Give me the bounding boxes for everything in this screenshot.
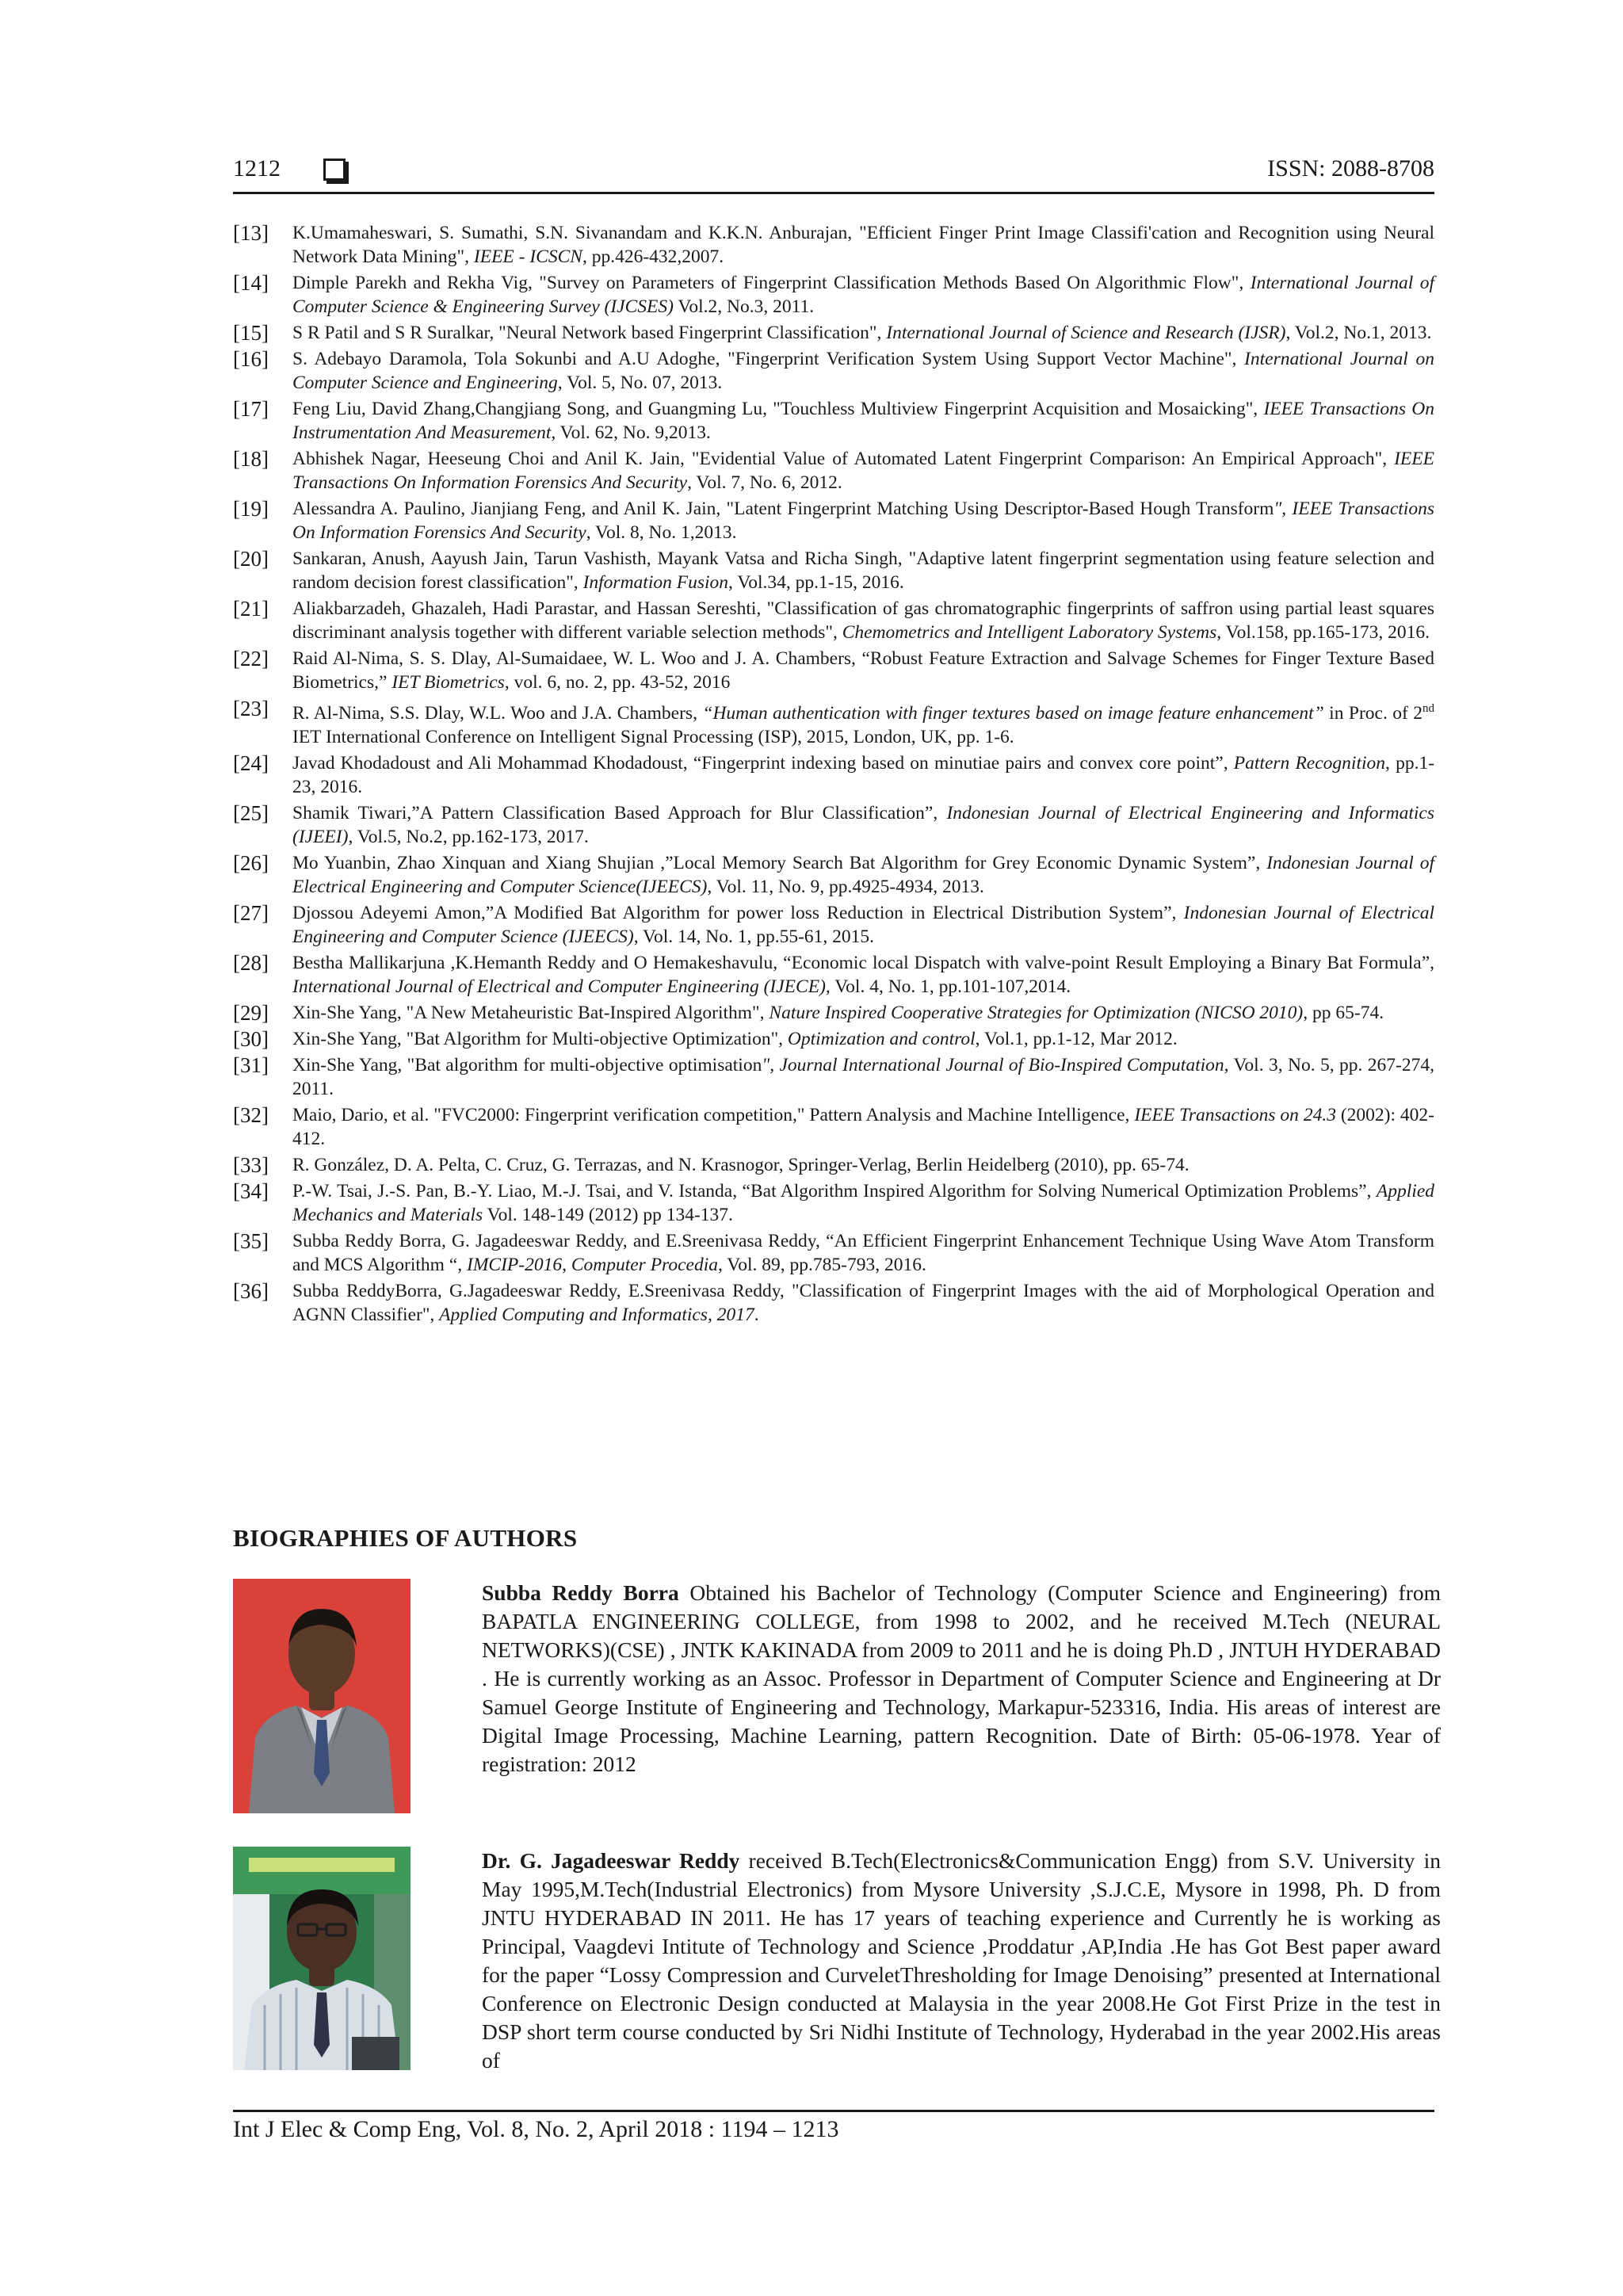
- reference-source: Nature Inspired Cooperative Strategies for Optimization (NICSO 2010): [769, 1002, 1304, 1023]
- reference-segment: , vol. 6, no. 2, pp. 43-52, 2016: [504, 672, 731, 693]
- reference-segment: Alessandra A. Paulino, Jianjiang Feng, and Anil K. Jain, "Latent Fingerprint Matching Using Descriptor-Based Hough Transform: [292, 499, 1274, 519]
- reference-number: [35]: [233, 1228, 269, 1253]
- reference-source: Optimization and control: [787, 1028, 976, 1049]
- reference-number: [23]: [233, 697, 269, 720]
- reference-item: [233, 697, 1434, 749]
- reference-number: [22]: [233, 647, 269, 670]
- author-description-1: Obtained his Bachelor of Technology (Computer Science and Engineering) from BAPATLA ENGINEERING COLLEGE, from 1998 to 2002, and he received M.Tech (NEURAL NETWORKS)(CSE) , JNTK KAKINADA from 2009 to 2011 and he is doing Ph.D , JNTUH HYDERABAD . He is currently working as an Assoc. Professor in Department of Computer Science and Engineering at Dr Samuel George Institute of Engineering and Technology, Markapur-523316, India. His areas of interest are Digital Image Processing, Machine Learning, pattern Recognition. Date of Birth: 05-06-1978. Year of registration: 2012: [482, 1580, 1441, 1776]
- author-name-1: Subba Reddy Borra: [482, 1580, 679, 1605]
- header-rule: [233, 192, 1434, 194]
- reference-text: [292, 597, 1434, 644]
- reference-text: [292, 221, 1434, 269]
- author-description-2: received B.Tech(Electronics&Communication Engg) from S.V. University in May 1995,M.Tech(Industrial Electronics) from Mysore University ,S.J.C.E, Mysore in 1998, Ph. D from JNTU HYDERABAD IN 2011. He has 17 years of teaching experience and Currently he is working as Principal, Vaagdevi Intitute of Technology and Science ,Proddatur ,AP,India .He has Got Best paper award for the paper “Lossy Compression and CurveletThresholding for Image Denoising” presented at International Conference on Electronic Design conducted at Malaysia in the year 2008.He Got First Prize in the test in DSP short term course conducted by Sri Nidhi Institute of Technology, Hyderabad in the year 2002.His areas of: [482, 1848, 1442, 2073]
- reference-source: IMCIP-2016, Computer Procedia: [467, 1254, 718, 1275]
- reference-segment: Javad Khodadoust and Ali Mohammad Khodadoust, “Fingerprint indexing based on minutiae pairs and convex core point”,: [292, 752, 1234, 774]
- reference-number: [15]: [233, 321, 269, 345]
- reference-source: Chemometrics and Intelligent Laboratory Systems: [842, 622, 1217, 643]
- reference-item: [233, 447, 1434, 495]
- reference-source: IET Biometrics: [391, 672, 505, 693]
- reference-number: [27]: [233, 900, 269, 925]
- reference-source: International Journal of Science and Research (IJSR): [886, 323, 1286, 343]
- reference-source: ", IEEE Transactions On Information Forensics And Security: [292, 499, 1434, 543]
- reference-segment: R. González, D. A. Pelta, C. Cruz, G. Terrazas, and N. Krasnogor, Springer-Verlag, Berlin Heidelberg (2010), pp. 65-74.: [292, 1154, 1190, 1175]
- reference-source: Indonesian Journal of Electrical Engineering and Computer Science (IJEECS): [292, 902, 1434, 947]
- reference-number: [34]: [233, 1179, 269, 1203]
- reference-text: [292, 1053, 1434, 1101]
- reference-segment: (2002): 402-412.: [292, 1104, 1434, 1149]
- reference-list: [233, 221, 1434, 1329]
- reference-segment: Feng Liu, David Zhang,Changjiang Song, and Guangming Lu, "Touchless Multiview Fingerprint Acquisition and Mosaicking",: [292, 399, 1264, 419]
- reference-number: [32]: [233, 1102, 269, 1127]
- reference-text: [292, 1103, 1434, 1151]
- reference-segment: , Vol.34, pp.1-15, 2016.: [728, 572, 904, 593]
- reference-segment: in Proc. of 2: [1323, 702, 1423, 724]
- reference-item: [233, 901, 1434, 949]
- reference-segment: , Vol. 3, No. 5, pp. 267-274, 2011.: [292, 1054, 1434, 1099]
- reference-segment: , Vol.158, pp.165-173, 2016.: [1216, 622, 1430, 643]
- reference-item: [233, 547, 1434, 594]
- reference-number: [33]: [233, 1152, 269, 1177]
- reference-source: International Journal of Electrical and Computer Engineering (IJECE),: [292, 976, 831, 997]
- reference-segment: Vol. 4, No. 1, pp.101-107,2014.: [830, 976, 1071, 997]
- author-bio-text-1: [482, 1579, 1441, 1778]
- reference-segment: , pp 65-74.: [1303, 1002, 1384, 1023]
- reference-item: [233, 497, 1434, 544]
- issn-label: ISSN: 2088-8708: [1267, 155, 1434, 181]
- reference-segment: Bestha Mallikarjuna ,K.Hemanth Reddy and O Hemakeshavulu, “Economic local Dispatch with valve-point Result Employing a Binary Bat Formula”,: [292, 952, 1434, 973]
- reference-segment: , Vol. 8, No. 1,2013.: [586, 522, 737, 543]
- reference-item: [233, 1053, 1434, 1101]
- reference-item: [233, 801, 1434, 849]
- reference-item: [233, 1179, 1434, 1227]
- reference-text: [292, 547, 1434, 594]
- reference-text: [292, 647, 1434, 694]
- reference-segment: Raid Al-Nima, S. S. Dlay, Al-Sumaidaee, W. L. Woo and J. A. Chambers, “Robust Feature Extraction and Salvage Schemes for Finger Texture Based Biometrics,”: [292, 648, 1434, 693]
- reference-item: [233, 1279, 1434, 1327]
- reference-segment: Dimple Parekh and Rekha Vig, "Survey on Parameters of Fingerprint Classification Methods Based On Algorithmic Flow",: [292, 273, 1251, 293]
- reference-segment: Mo Yuanbin, Zhao Xinquan and Xiang Shujian ,”Local Memory Search Bat Algorithm for Grey Economic Dynamic System”,: [292, 852, 1267, 873]
- reference-item: [233, 951, 1434, 999]
- reference-item: [233, 221, 1434, 269]
- reference-number: [36]: [233, 1278, 269, 1303]
- reference-item: [233, 1001, 1434, 1025]
- reference-segment: Xin-She Yang, "Bat Algorithm for Multi-objective Optimization",: [292, 1028, 788, 1049]
- reference-segment: Subba Reddy Borra, G. Jagadeeswar Reddy, and E.Sreenivasa Reddy, “An Efficient Fingerprint Enhancement Technique Using Wave Atom Transform and MCS Algorithm “,: [292, 1230, 1434, 1275]
- reference-segment: R. Al-Nima, S.S. Dlay, W.L. Woo and J.A. Chambers,: [292, 702, 703, 724]
- reference-number: [16]: [233, 347, 269, 371]
- reference-segment: , Vol.5, No.2, pp.162-173, 2017.: [348, 826, 589, 847]
- reference-source: International Journal of Computer Science & Engineering Survey (IJCSES): [292, 273, 1435, 317]
- reference-source: ", Journal International Journal of Bio-Inspired Computation: [762, 1054, 1224, 1075]
- reference-number: [24]: [233, 751, 269, 775]
- reference-text: [292, 1001, 1434, 1025]
- reference-text: [292, 321, 1434, 345]
- author-bio-2: [233, 1847, 1447, 2084]
- reference-text: [292, 1027, 1434, 1051]
- reference-source: Indonesian Journal of Electrical Engineering and Informatics (IJEEI): [292, 802, 1434, 847]
- reference-text: [292, 497, 1434, 544]
- reference-item: [233, 597, 1434, 644]
- reference-segment: Aliakbarzadeh, Ghazaleh, Hadi Parastar, and Hassan Sereshti, "Classification of gas chromatographic fingerprints of saffron using partial least squares discriminant analysis together with different variable selection methods",: [292, 598, 1434, 643]
- author-portrait-1: [233, 1579, 411, 1813]
- reference-text: [292, 447, 1434, 495]
- reference-text: [292, 697, 1434, 749]
- reference-number: [31]: [233, 1052, 269, 1077]
- reference-item: [233, 1027, 1434, 1051]
- reference-segment: Djossou Adeyemi Amon,”A Modified Bat Algorithm for power loss Reduction in Electrical Distribution System”,: [292, 902, 1184, 923]
- author-name-2: Dr. G. Jagadeeswar Reddy: [482, 1848, 740, 1873]
- reference-item: [233, 647, 1434, 694]
- reference-source: Applied Computing and Informatics, 2017: [439, 1304, 754, 1325]
- reference-item: [233, 397, 1434, 445]
- reference-item: [233, 751, 1434, 799]
- reference-number: [29]: [233, 1000, 269, 1025]
- reference-segment: , Vol. 89, pp.785-793, 2016.: [717, 1254, 926, 1275]
- reference-segment: Sankaran, Anush, Aayush Jain, Tarun Vashisth, Mayank Vatsa and Richa Singh, "Adaptive latent fingerprint segmentation using feature selection and random decision forest classification",: [292, 548, 1434, 593]
- reference-segment: S R Patil and S R Suralkar, "Neural Network based Fingerprint Classification",: [292, 323, 887, 343]
- reference-segment: , pp.426-432,2007.: [582, 246, 724, 267]
- reference-source: Applied Mechanics and Materials: [292, 1180, 1434, 1225]
- reference-source: IEEE Transactions On Instrumentation And Measurement: [292, 399, 1435, 443]
- reference-text: [292, 271, 1434, 319]
- reference-text: [292, 851, 1434, 899]
- page-number: 1212: [233, 155, 281, 181]
- reference-number: [26]: [233, 850, 269, 875]
- reference-segment: Vol.2, No.3, 2011.: [673, 296, 815, 317]
- reference-segment: Xin-She Yang, "A New Metaheuristic Bat-Inspired Algorithm",: [292, 1002, 769, 1023]
- reference-item: [233, 1153, 1434, 1177]
- reference-text: [292, 1279, 1434, 1327]
- reference-source: IEEE Transactions On Information Forensics And Security: [292, 449, 1434, 493]
- reference-segment: S. Adebayo Daramola, Tola Sokunbi and A.U Adoghe, "Fingerprint Verification System Using Support Vector Machine",: [292, 349, 1245, 369]
- reference-text: [292, 951, 1434, 999]
- reference-item: [233, 1229, 1434, 1277]
- reference-source: IEEE - ICSCN: [473, 246, 582, 267]
- reference-segment: , Vol. 5, No. 07, 2013.: [557, 372, 723, 393]
- reference-number: [20]: [233, 547, 269, 571]
- reference-segment: IET International Conference on Intelligent Signal Processing (ISP), 2015, London, UK, pp. 1-6.: [292, 726, 1014, 747]
- reference-segment: , Vol. 14, No. 1, pp.55-61, 2015.: [633, 926, 875, 947]
- reference-number: [28]: [233, 950, 269, 975]
- reference-text: [292, 801, 1434, 849]
- reference-segment: , Vol. 7, No. 6, 2012.: [687, 472, 842, 493]
- reference-segment: , Vol.2, No.1, 2013.: [1285, 323, 1432, 343]
- reference-segment: , pp.1-23, 2016.: [292, 752, 1435, 797]
- reference-text: [292, 397, 1434, 445]
- reference-item: [233, 851, 1434, 899]
- author-portrait-2: [233, 1847, 411, 2070]
- author-bio-text-2: [482, 1847, 1441, 2075]
- reference-source: Information Fusion: [582, 572, 728, 593]
- reference-segment: , Vol. 11, No. 9, pp.4925-4934, 2013.: [707, 876, 984, 897]
- reference-segment: .: [754, 1304, 759, 1325]
- reference-segment: Abhishek Nagar, Heeseung Choi and Anil K. Jain, "Evidential Value of Automated Latent Fingerprint Comparison: An Empirical Approach",: [292, 449, 1395, 469]
- reference-number: [19]: [233, 497, 269, 521]
- page-header: [233, 155, 1434, 193]
- reference-text: [292, 1229, 1434, 1277]
- reference-number: [25]: [233, 800, 269, 825]
- reference-source: IEEE Transactions on 24.3: [1134, 1104, 1336, 1125]
- reference-source: International Journal on Computer Science and Engineering: [292, 349, 1434, 393]
- author-photo-1: [233, 1579, 411, 1813]
- reference-text: [292, 347, 1434, 395]
- reference-segment: Subba ReddyBorra, G.Jagadeeswar Reddy, E.Sreenivasa Reddy, "Classification of Fingerprint Images with the aid of Morphological Operation and AGNN Classifier",: [292, 1280, 1434, 1325]
- reference-item: [233, 1103, 1434, 1151]
- reference-text: [292, 901, 1434, 949]
- footer-citation: Int J Elec & Comp Eng, Vol. 8, No. 2, April 2018 : 1194 – 1213: [233, 2116, 839, 2142]
- reference-segment: Vol. 148-149 (2012) pp 134-137.: [483, 1204, 733, 1225]
- author-bio-1: [233, 1579, 1447, 1817]
- reference-item: [233, 271, 1434, 319]
- reference-text: [292, 751, 1434, 799]
- reference-number: [21]: [233, 597, 269, 621]
- reference-segment: K.Umamaheswari, S. Sumathi, S.N. Sivanandam and K.K.N. Anburajan, "Efficient Finger Print Image Classifi'cation and Recognition using Neural Network Data Mining",: [292, 223, 1434, 267]
- reference-source: Pattern Recognition: [1233, 752, 1386, 774]
- reference-source: “Human authentication with finger textures based on image feature enhancement”: [702, 702, 1324, 724]
- reference-text: [292, 1179, 1434, 1227]
- reference-number: [13]: [233, 221, 269, 245]
- reference-segment: nd: [1423, 702, 1434, 715]
- reference-source: Indonesian Journal of Electrical Engineering and Computer Science(IJEECS): [292, 852, 1434, 897]
- reference-segment: Shamik Tiwari,”A Pattern Classification Based Approach for Blur Classification”,: [292, 802, 947, 823]
- reference-segment: , Vol.1, pp.1-12, Mar 2012.: [975, 1028, 1178, 1049]
- reference-number: [18]: [233, 447, 269, 471]
- reference-item: [233, 321, 1434, 345]
- reference-number: [17]: [233, 397, 269, 421]
- reference-text: [292, 1153, 1434, 1177]
- biographies-heading: BIOGRAPHIES OF AUTHORS: [233, 1524, 578, 1552]
- reference-segment: Maio, Dario, et al. "FVC2000: Fingerprint verification competition," Pattern Analysis and Machine Intelligence,: [292, 1104, 1135, 1125]
- reference-segment: P.-W. Tsai, J.-S. Pan, B.-Y. Liao, M.-J. Tsai, and V. Istanda, “Bat Algorithm Inspired Algorithm for Solving Numerical Optimization Problems”,: [292, 1180, 1377, 1201]
- reference-item: [233, 347, 1434, 395]
- reference-number: [14]: [233, 271, 269, 295]
- author-photo-2: [233, 1847, 411, 2070]
- checkbox-square-icon: [323, 159, 346, 181]
- reference-number: [30]: [233, 1026, 269, 1051]
- reference-segment: , Vol. 62, No. 9,2013.: [551, 422, 711, 443]
- footer-rule: [233, 2110, 1434, 2112]
- reference-segment: Xin-She Yang, "Bat algorithm for multi-objective optimisation: [292, 1054, 762, 1075]
